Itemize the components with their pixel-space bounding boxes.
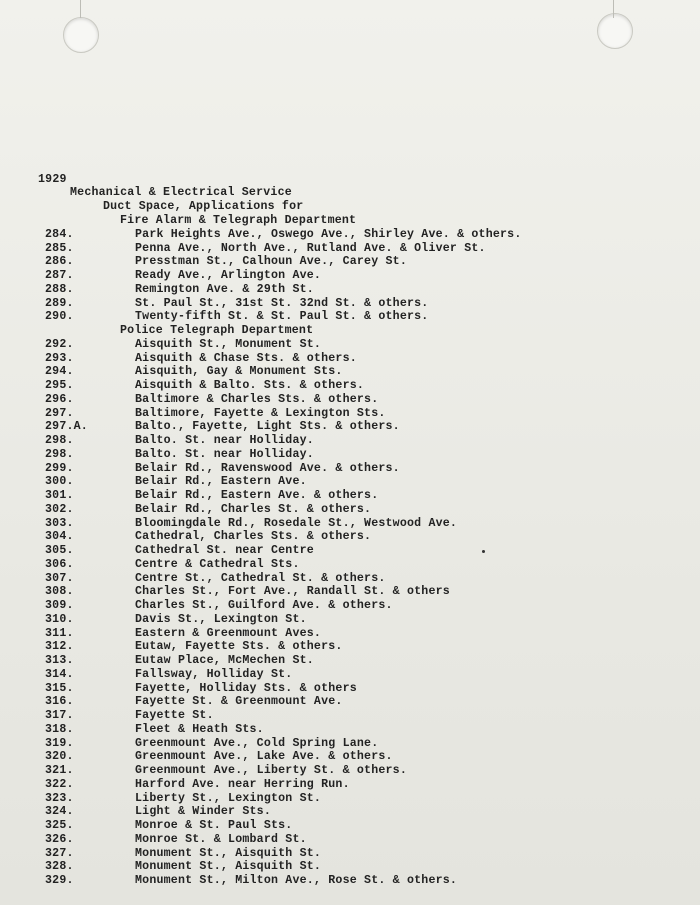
entry-text: Aisquith, Gay & Monument Sts. [135, 365, 343, 379]
entry-number: 313. [45, 654, 74, 667]
entry-text: Eutaw, Fayette Sts. & others. [135, 640, 343, 654]
entry-text: Cathedral, Charles Sts. & others. [135, 530, 372, 544]
entry-number: 297.A. [45, 420, 88, 434]
document-subheading: Duct Space, Applications for [103, 200, 304, 213]
entry-text: Presstman St., Calhoun Ave., Carey St. [135, 255, 407, 269]
entry-number: 316. [45, 695, 74, 709]
entry-number: 312. [45, 640, 74, 654]
entry-number: 296. [45, 392, 74, 406]
ink-speck [482, 550, 485, 553]
entry-number: 305. [45, 544, 74, 557]
entry-number: 315. [45, 681, 74, 695]
entry-text: Belair Rd., Eastern Ave. [135, 475, 307, 489]
entry-text: Fallsway, Holliday St. [135, 667, 293, 681]
entry-text: Charles St., Guilford Ave. & others. [135, 599, 393, 612]
entry-text: Monroe & St. Paul Sts. [135, 819, 293, 832]
entry-number: 285. [45, 241, 74, 255]
entry-text: Fayette St. [135, 709, 214, 722]
entry-number: 307. [45, 571, 74, 585]
entry-number: 328. [45, 860, 74, 874]
entry-text: Balto. St. near Holliday. [135, 434, 314, 447]
entry-text: Centre St., Cathedral St. & others. [135, 571, 386, 585]
entry-text: Charles St., Fort Ave., Randall St. & others [135, 585, 450, 599]
entry-number: 286. [45, 255, 74, 269]
entry-text: Balto., Fayette, Light Sts. & others. [135, 420, 400, 434]
entry-number: 329. [45, 874, 74, 887]
entry-text: Balto. St. near Holliday. [135, 447, 314, 461]
entry-text: Centre & Cathedral Sts. [135, 557, 300, 571]
entry-number: 321. [45, 764, 74, 777]
entry-number: 298. [45, 447, 74, 461]
entry-number: 289. [45, 296, 74, 310]
entry-text: Eastern & Greenmount Aves. [135, 626, 322, 640]
punch-hole-right [597, 13, 633, 49]
entry-text: Monument St., Milton Ave., Rose St. & others. [135, 874, 458, 887]
entry-text: St. Paul St., 31st St. 32nd St. & others. [135, 296, 429, 310]
entry-text: Monument St., Aisquith St. [135, 860, 322, 874]
document-heading: Mechanical & Electrical Service [70, 186, 292, 199]
entry-number: 292. [45, 337, 74, 351]
entry-number: 293. [45, 351, 74, 365]
entry-text: Bloomingdale Rd., Rosedale St., Westwood Ave. [135, 516, 458, 530]
entry-number: 314. [45, 667, 74, 681]
entry-text: Baltimore, Fayette & Lexington Sts. [135, 406, 386, 420]
entry-text: Aisquith St., Monument St. [135, 337, 322, 351]
crease-mark [613, 0, 614, 18]
entry-number: 288. [45, 282, 74, 296]
entry-number: 298. [45, 434, 74, 447]
entry-text: Eutaw Place, McMechen St. [135, 654, 314, 667]
crease-mark [80, 0, 81, 18]
entry-text: Fayette St. & Greenmount Ave. [135, 695, 343, 709]
entry-number: 320. [45, 750, 74, 764]
entry-number: 304. [45, 530, 74, 544]
entry-number: 317. [45, 709, 74, 722]
entry-text: Aisquith & Balto. Sts. & others. [135, 379, 365, 392]
entry-number: 325. [45, 819, 74, 832]
entry-number: 295. [45, 379, 74, 392]
entry-text: Fleet & Heath Sts. [135, 722, 264, 736]
entry-text: Greenmount Ave., Cold Spring Lane. [135, 736, 379, 750]
entry-number: 290. [45, 310, 74, 324]
entry-number: 327. [45, 846, 74, 860]
entry-number: 300. [45, 475, 74, 489]
section-title: Fire Alarm & Telegraph Department [120, 214, 357, 227]
entry-number: 301. [45, 489, 74, 502]
entry-number: 287. [45, 269, 74, 282]
section-title: Police Telegraph Department [120, 324, 314, 337]
entry-text: Belair Rd., Charles St. & others. [135, 502, 372, 516]
entry-text: Greenmount Ave., Lake Ave. & others. [135, 750, 393, 764]
entry-text: Penna Ave., North Ave., Rutland Ave. & Oliver St. [135, 241, 486, 255]
entry-number: 310. [45, 612, 74, 626]
entry-text: Monument St., Aisquith St. [135, 846, 322, 860]
entry-number: 326. [45, 832, 74, 846]
entry-number: 311. [45, 626, 74, 640]
entry-number: 324. [45, 805, 74, 819]
entry-text: Baltimore & Charles Sts. & others. [135, 392, 379, 406]
entry-text: Davis St., Lexington St. [135, 612, 307, 626]
entry-text: Belair Rd., Ravenswood Ave. & others. [135, 461, 400, 475]
entry-text: Remington Ave. & 29th St. [135, 282, 314, 296]
entry-text: Light & Winder Sts. [135, 805, 271, 819]
entry-text: Fayette, Holliday Sts. & others [135, 681, 357, 695]
entry-text: Belair Rd., Eastern Ave. & others. [135, 489, 379, 502]
entry-number: 318. [45, 722, 74, 736]
entry-text: Harford Ave. near Herring Run. [135, 777, 350, 791]
entry-number: 297. [45, 406, 74, 420]
entry-text: Park Heights Ave., Oswego Ave., Shirley Ave. & others. [135, 227, 522, 241]
entry-text: Cathedral St. near Centre [135, 544, 314, 557]
entry-text: Liberty St., Lexington St. [135, 791, 322, 805]
entry-number: 322. [45, 777, 74, 791]
entry-number: 319. [45, 736, 74, 750]
entry-text: Ready Ave., Arlington Ave. [135, 269, 322, 282]
entry-text: Monroe St. & Lombard St. [135, 832, 307, 846]
entry-number: 294. [45, 365, 74, 379]
entry-number: 306. [45, 557, 74, 571]
entry-text: Greenmount Ave., Liberty St. & others. [135, 764, 407, 777]
document-year: 1929 [38, 173, 67, 186]
entry-number: 309. [45, 599, 74, 612]
entry-number: 323. [45, 791, 74, 805]
entry-number: 284. [45, 227, 74, 241]
entry-number: 308. [45, 585, 74, 599]
entry-text: Aisquith & Chase Sts. & others. [135, 351, 357, 365]
punch-hole-left [63, 17, 99, 53]
entry-text: Twenty-fifth St. & St. Paul St. & others. [135, 310, 429, 324]
entry-number: 303. [45, 516, 74, 530]
entry-number: 299. [45, 461, 74, 475]
entry-number: 302. [45, 502, 74, 516]
